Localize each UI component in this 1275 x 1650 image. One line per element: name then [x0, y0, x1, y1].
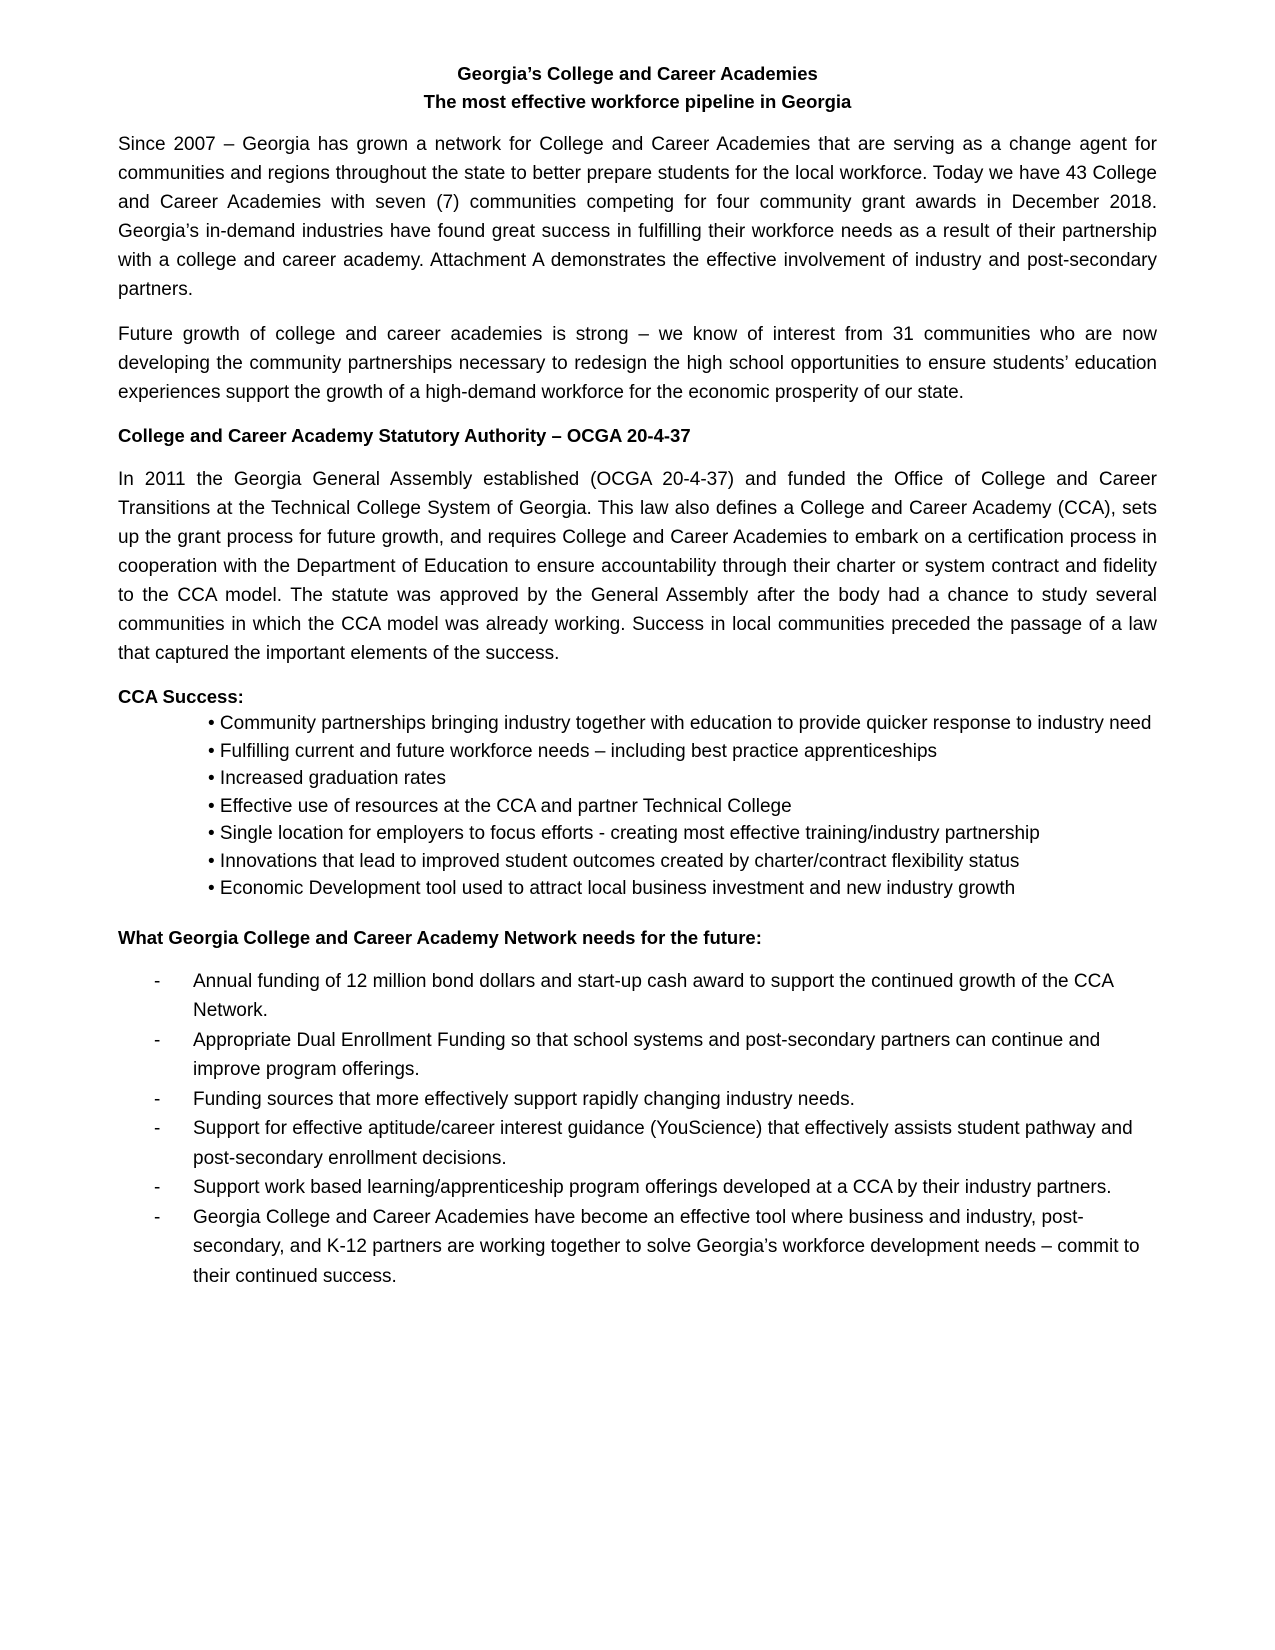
document-title: [118, 60, 1157, 116]
title-line-1: Georgia’s College and Career Academies: [457, 63, 818, 84]
list-item: [118, 967, 1157, 1026]
list-item: [118, 1085, 1157, 1115]
list-item: • Effective use of resources at the CCA and partner Technical College: [208, 795, 792, 817]
list-item-text: Appropriate Dual Enrollment Funding so that school systems and post-secondary partners can continue and improve program offerings.: [193, 1029, 1101, 1080]
list-item: • Innovations that lead to improved student outcomes created by charter/contract flexibility status: [208, 850, 1020, 872]
needs-list: [118, 967, 1157, 1292]
dash-marker: -: [154, 1177, 161, 1198]
dash-marker: -: [154, 1206, 161, 1228]
list-item: • Single location for employers to focus efforts - creating most effective training/industry partnership: [208, 823, 1040, 844]
list-item: [118, 1203, 1157, 1292]
dash-marker: -: [154, 1118, 161, 1139]
list-item: [118, 1173, 1157, 1203]
list-item: [118, 1026, 1157, 1085]
intro-paragraph: Since 2007 – Georgia has grown a network for College and Career Academies that are serving as a change agent for communities and regions throughout the state to better prepare students for the local workforce. Today we have 43 College and Career Academies with seven (7) communities competing for four community grant awards in December 2018. Georgia’s in-demand industries have found great success in fulfilling their workforce needs as a result of their partnership with a college and career academy. Attachment A demonstrates the effective involvement of industry and post-secondary partners.: [118, 134, 1157, 300]
dash-marker: -: [154, 1029, 161, 1051]
list-item-text: Support for effective aptitude/career interest guidance (YouScience) that effectively assists student pathway and post-secondary enrollment decisions.: [193, 1118, 1133, 1169]
list-item-text: Funding sources that more effectively support rapidly changing industry needs.: [193, 1088, 855, 1110]
list-item: • Community partnerships bringing industry together with education to provide quicker response to industry need: [208, 713, 1152, 734]
list-item-text: Georgia College and Career Academies have become an effective tool where business and industry, post-secondary, and K-12 partners are working together to solve Georgia’s workforce development needs – commit to their continued success.: [193, 1206, 1140, 1287]
statutory-paragraph: In 2011 the Georgia General Assembly established (OCGA 20-4-37) and funded the Office of College and Career Transitions at the Technical College System of Georgia. This law also defines a College and Career Academy (CCA), sets up the grant process for future growth, and requires College and Career Academies to embark on a certification process in cooperation with the Department of Education to ensure accountability through their charter or system contract and fidelity to the CCA model. The statute was approved by the General Assembly after the body had a chance to study several communities in which the CCA model was already working. Success in local communities preceded the passage of a law that captured the important elements of the success.: [118, 469, 1157, 664]
success-heading: CCA Success:: [118, 686, 244, 707]
success-list: [118, 710, 1157, 903]
dash-marker: -: [154, 1088, 161, 1110]
list-item: • Increased graduation rates: [208, 768, 446, 789]
list-item: [118, 1114, 1157, 1173]
list-item: • Fulfilling current and future workforce needs – including best practice apprenticeships: [208, 740, 938, 762]
needs-heading: What Georgia College and Career Academy Network needs for the future:: [118, 926, 762, 948]
list-item-text: Annual funding of 12 million bond dollars and start-up cash award to support the continued growth of the CCA Network.: [193, 970, 1113, 1021]
dash-marker: -: [154, 970, 161, 992]
title-line-2: The most effective workforce pipeline in Georgia: [423, 91, 852, 112]
growth-paragraph: Future growth of college and career academies is strong – we know of interest from 31 communities who are now developing the community partnerships necessary to redesign the high school opportunities to ensure students’ education experiences support the growth of a high-demand workforce for the economic prosperity of our state.: [118, 324, 1157, 403]
list-item: • Economic Development tool used to attract local business investment and new industry growth: [208, 878, 1016, 899]
statutory-heading: College and Career Academy Statutory Authority – OCGA 20-4-37: [118, 425, 691, 446]
list-item-text: Support work based learning/apprenticeship program offerings developed at a CCA by their industry partners.: [193, 1177, 1112, 1198]
